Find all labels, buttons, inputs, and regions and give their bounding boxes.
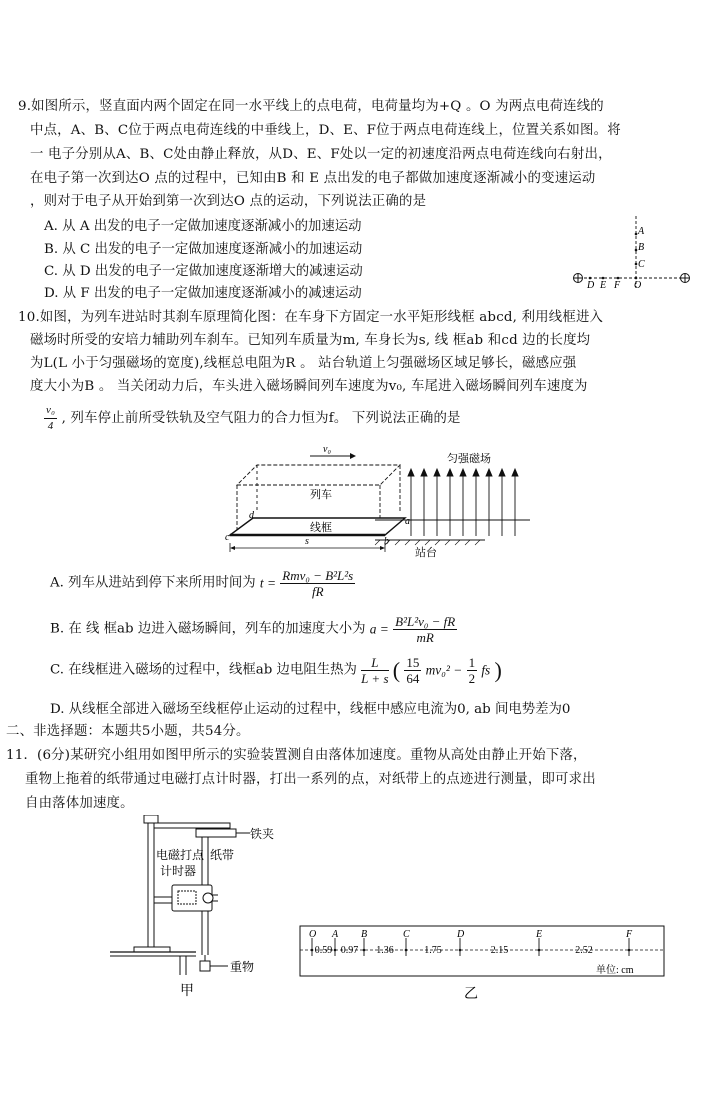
q10-platform-label: 站台 (415, 547, 437, 559)
q10-v0-over-4: $\frac{\text{v₀}}{4}$ (46, 404, 56, 432)
q10-s-label: s (305, 536, 309, 547)
q10-line-4: 度大小为B 。 当关闭动力后，车头进入磁场瞬间列车速度为v₀, 车尾进入磁场瞬间列车速度为 (30, 379, 588, 394)
q9-option-c: C. 从 D 出发的电子一定做加速度逐渐增大的减速运动 (44, 264, 363, 279)
q9-option-b: B. 从 C 出发的电子一定做加速度逐渐减小的加速运动 (44, 242, 363, 257)
q10-option-c: C. 在线框进入磁场的过程中，线框ab 边电阻生热为 $\frac{L}{L + s}$ ( $\frac{15}{64}$ mv₀² − $\frac{1}{2}$ fs ) (50, 655, 502, 686)
tape-point-label: O (309, 929, 317, 940)
tape-point-dot (538, 949, 541, 952)
q10-field-label: 匀强磁场 (447, 453, 491, 465)
q9-line-1: 9.如图所示，竖直面内两个固定在同一水平线上的点电荷，电荷量均为+Q 。O 为两点电荷连线的 (18, 99, 604, 114)
q9-line-2: 中点，A、B、C位于两点电荷连线的中垂线上，D、E、F位于两点电荷连线上，位置关系如图。将 (30, 123, 621, 138)
tape-gap-value: 1.36 (376, 945, 394, 956)
q10-option-a: A. 列车从进站到停下来所用时间为 t = $\frac{\text{Rmv₀ − B²L²s}}{fR}$ (50, 568, 354, 599)
q11-timer-label-1: 电磁打点 (156, 848, 205, 862)
q11-figure-yi-label: 乙 (464, 987, 478, 1002)
q9-charge-figure (560, 212, 700, 304)
tape-point-label: F (626, 929, 633, 940)
tape-point-dot (459, 949, 462, 952)
tape-gap-value: 2.52 (575, 945, 593, 956)
q9-label-d: D (587, 280, 595, 291)
q10-option-c-fraction-3: $\frac{1}{2}$ (468, 655, 476, 686)
tape-point-dot (311, 949, 314, 952)
tape-point-label: B (361, 929, 368, 940)
tape-gap-value: 1.75 (424, 945, 442, 956)
q11-line-1: 11．(6分)某研究小组用如图甲所示的实验装置测自由落体加速度。重物从高处由静止开始下落， (6, 748, 587, 763)
q11-figure-jia-label: 甲 (180, 984, 194, 999)
q10-option-b-fraction: $\frac{\text{B²L²v₀ − fR}}{mR}$ (395, 614, 456, 645)
q10-option-c-fraction-1: $\frac{L}{L + s}$ (361, 655, 389, 686)
q10-corner-c: c (225, 532, 230, 543)
tape-point-dot (628, 949, 631, 952)
q11-tape-label: 纸带 (210, 848, 235, 862)
q9-line-4: 在电子第一次到达O 点的过程中，已知由B 和 E 点出发的电子都做加速度逐渐减小的变速运动 (30, 171, 596, 186)
q10-v0-label: v₀ (323, 444, 331, 455)
q11-tape-figure (296, 920, 668, 1002)
q11-apparatus-figure (110, 815, 290, 1000)
tape-gap-value: 0.59 (314, 945, 333, 956)
tape-point-label: C (403, 929, 410, 940)
q10-option-c-fraction-2: $\frac{15}{64}$ (406, 655, 420, 686)
q11-timer-label-2: 计时器 (160, 864, 197, 878)
q10-option-a-fraction: $\frac{\text{Rmv₀ − B²L²s}}{fR}$ (282, 568, 354, 599)
q9-label-o: O (634, 280, 642, 291)
q10-corner-a: a (405, 516, 410, 527)
tape-gap-value: 0.97 (340, 945, 359, 956)
q10-line-3: 为L(L 小于匀强磁场的宽度),线框总电阻为R 。 站台轨道上匀强磁场区域足够长，磁感应强 (30, 356, 577, 371)
q11-line-3: 自由落体加速度。 (25, 796, 134, 811)
q10-line-1: 10.如图，为列车进站时其刹车原理简化图：在车身下方固定一水平矩形线框 abcd, 利用线框进入 (18, 310, 604, 325)
q10-line-2: 磁场时所受的安培力辅助列车刹车。已知列车质量为m, 车身长为s, 线 框ab 和cd 边的长度均 (30, 333, 591, 348)
q9-label-f: F (614, 280, 621, 291)
tape-point-label: D (457, 929, 465, 940)
q9-label-b: B (638, 242, 645, 253)
tape-point-label: A (332, 929, 339, 940)
q9-line-5: ，则对于电子从开始到第一次到达O 点的运动，下列说法正确的是 (30, 194, 427, 209)
tape-point-dot (363, 949, 366, 952)
q10-option-b: B. 在 线 框ab 边进入磁场瞬间，列车的加速度大小为 a = $\frac{\text{B²L²v₀ − fR}}{mR}$ (50, 614, 456, 645)
q11-weight-label: 重物 (230, 960, 255, 974)
section-2-heading: 二、非选择题：本题共5小题，共54分。 (6, 724, 250, 739)
q9-option-a: A. 从 A 出发的电子一定做加速度逐渐减小的加速运动 (44, 219, 362, 234)
q9-label-c: C (638, 259, 645, 270)
tape-point-dot (334, 949, 337, 952)
q10-corner-d: d (249, 510, 254, 521)
tape-point-label: E (536, 929, 543, 940)
q10-line-5: $\frac{\text{v₀}}{4}$ , 列车停止前所受铁轨及空气阻力的合力恒为f。 下列说法正确的是 (46, 404, 461, 432)
q11-line-2: 重物上拖着的纸带通过电磁打点计时器，打出一系列的点，对纸带上的点迹进行测量，即可求出 (25, 772, 596, 787)
q10-train-label: 列车 (310, 489, 332, 501)
tape-point-dot (405, 949, 408, 952)
q11-iron-clamp-label: 铁夹 (250, 827, 275, 841)
q10-frame-label: 线框 (310, 522, 332, 534)
q9-option-d: D. 从 F 出发的电子一定做加速度逐渐减小的减速运动 (44, 286, 362, 301)
q10-corner-b: b (384, 536, 389, 547)
tape-gap-value: 2.15 (490, 945, 509, 956)
q11-tape-unit: 单位: cm (596, 965, 634, 976)
q9-label-a: A (638, 226, 645, 237)
q10-option-d: D. 从线框全部进入磁场至线框停止运动的过程中，线框中感应电流为0, ab 间电势差为0 (50, 702, 571, 717)
q9-line-3: 一 电子分别从A、B、C处由静止释放，从D、E、F处以一定的初速度沿两点电荷连线向右射出， (30, 147, 612, 162)
q10-train-figure (225, 440, 535, 560)
q9-label-e: E (600, 280, 607, 291)
